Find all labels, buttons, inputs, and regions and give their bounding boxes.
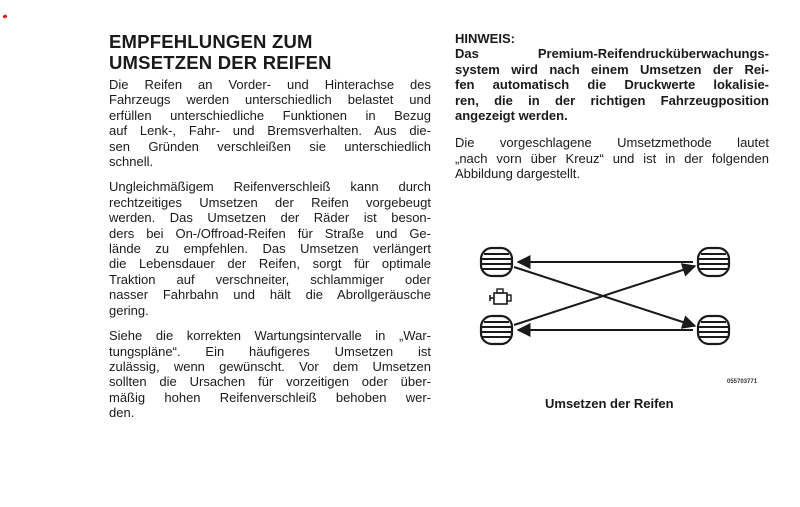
- text-line: Ungleichmäßigem Reifenverschleiß kann durch: [109, 179, 431, 195]
- text-line: schnell.: [109, 154, 154, 170]
- text-line: Die vorgeschlagene Umsetzmethode lautet: [455, 135, 769, 151]
- text-line: auf Lenk-, Fahr- und Bremsverhalten. Aus die-: [109, 123, 431, 139]
- left-column: [109, 31, 431, 431]
- right-column: [455, 31, 769, 192]
- tire-front-left-icon: [481, 248, 512, 276]
- tire-rotation-diagram: [476, 237, 770, 382]
- text-line: tungspläne“. Ein häufigeres Umsetzen ist: [109, 343, 431, 359]
- text-line: Siehe die korrekten Wartungsintervalle in „War-: [109, 328, 431, 344]
- tire-rear-right-icon: [698, 316, 729, 344]
- note-line: angezeigt werden.: [455, 108, 568, 124]
- rotation-method-paragraph: [455, 135, 769, 181]
- paragraph-1: [109, 77, 431, 169]
- text-line: mäßig hohen Reifenverschleiß behoben wer-: [109, 389, 431, 405]
- note-line: ren, die in der richtigen Fahrzeugposition: [455, 92, 769, 108]
- engine-icon: [490, 289, 511, 304]
- text-line: nasser Fahrbahn und hält die Abrollgeräusche: [109, 287, 431, 303]
- note-line: Das Premium-Reifendrucküberwachungs-: [455, 46, 769, 62]
- text-line: sollten die Ursachen für vorzeitigen oder über-: [109, 374, 431, 390]
- text-line: den.: [109, 405, 135, 421]
- text-line: Traktion auf verschneiter, schlammiger oder: [109, 271, 431, 287]
- note-line: fen automatisch die Druckwerte lokalisie-: [455, 77, 769, 93]
- note-body: [455, 46, 769, 123]
- paragraph-3: [109, 328, 431, 420]
- text-line: „nach vorn über Kreuz“ und ist in der folgenden: [455, 150, 769, 166]
- text-line: Fahrzeugs werden unterschiedlich belastet und: [109, 92, 431, 108]
- figure-caption: Umsetzen der Reifen: [545, 396, 674, 411]
- note-line: system wird nach einem Umsetzen der Rei-: [455, 61, 769, 77]
- paragraph-2: [109, 179, 431, 318]
- heading-line: EMPFEHLUNGEN ZUM: [109, 31, 313, 52]
- text-line: Abbildung dargestellt.: [455, 166, 581, 182]
- text-line: rechtzeitiges Umsetzen der Reifen vorgebeugt: [109, 194, 431, 210]
- text-line: gering.: [109, 302, 149, 318]
- note-title: HINWEIS:: [455, 31, 515, 46]
- text-line: lände zu empfehlen. Das Umsetzen verlängert: [109, 241, 431, 257]
- figure-code: 055703771: [727, 379, 758, 385]
- tire-front-right-icon: [698, 248, 729, 276]
- heading-line: UMSETZEN DER REIFEN: [109, 52, 332, 73]
- text-line: zulässig, wenn gewünscht. Vor dem Umsetzen: [109, 358, 431, 374]
- text-line: sen Gründen verschleißen sie unterschiedlich: [109, 138, 431, 154]
- tire-rear-left-icon: [481, 316, 512, 344]
- section-heading: [109, 31, 431, 73]
- text-line: ders bei On-/Offroad-Reifen für Straße und Ge-: [109, 225, 431, 241]
- text-line: erfüllen unterschiedliche Funktionen in Bezug: [109, 107, 431, 123]
- text-line: die Lebensdauer der Reifen, sorgt für optimale: [109, 256, 431, 272]
- rotation-arrows: [514, 262, 695, 330]
- text-line: Die Reifen an Vorder- und Hinterachse des: [109, 77, 431, 92]
- text-line: werden. Das Umsetzen der Räder ist beson-: [109, 210, 431, 226]
- red-margin-mark: [3, 14, 8, 18]
